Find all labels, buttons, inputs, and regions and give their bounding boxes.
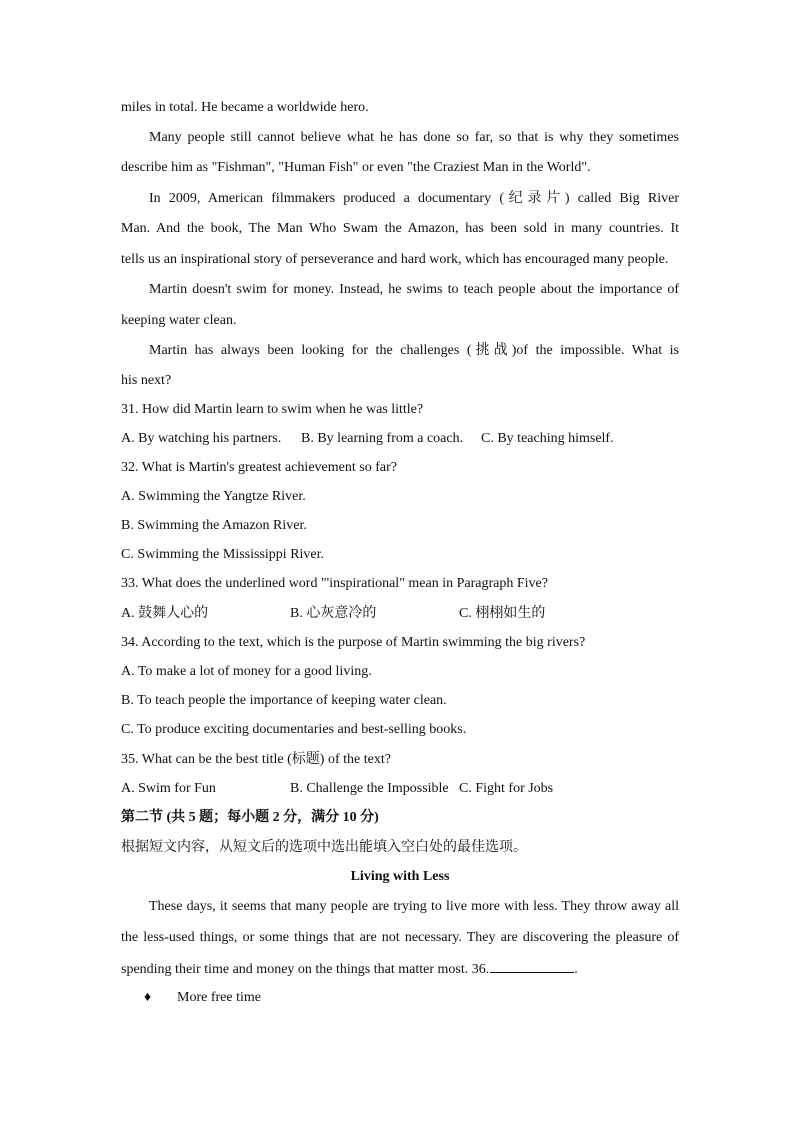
section-heading: 第二节 (共 5 题；每小题 2 分，满分 10 分) <box>121 810 379 825</box>
option-c: C. 栩栩如生的 <box>459 606 546 621</box>
option-row <box>121 604 679 624</box>
option-a: A. 鼓舞人心的 <box>121 606 209 621</box>
option-b: B. 心灰意冷的 <box>290 606 377 621</box>
passage-title: Living with Less <box>350 869 450 884</box>
option-row <box>121 779 679 799</box>
passage-line: These days, it seems that many people are trying to live more with less. They throw away all <box>149 899 679 914</box>
option-c: C. To produce exciting documentaries and best-selling books. <box>121 722 467 737</box>
question-stem: 31. How did Martin learn to swim when he was little? <box>121 402 424 417</box>
question-stem: 34. According to the text, which is the purpose of Martin swimming the big rivers? <box>121 635 586 650</box>
bullet-item <box>121 988 679 1008</box>
passage-line <box>121 958 578 980</box>
sentence-end: . <box>574 962 578 977</box>
bullet-text: More free time <box>177 990 261 1005</box>
option-b: B. By learning from a coach. <box>301 431 464 446</box>
section-instruction: 根据短文内容，从短文后的选项中选出能填入空白处的最佳选项。 <box>121 840 527 855</box>
passage-text: spending their time and money on the things that matter most. 36. <box>121 962 490 977</box>
passage-line: Many people still cannot believe what he has done so far, so that is why they sometimes <box>149 130 679 145</box>
option-b: B. To teach people the importance of keeping water clean. <box>121 693 447 708</box>
passage-line: the less-used things, or some things that are not necessary. They are discovering the pleasure of <box>121 930 679 945</box>
option-a: A. To make a lot of money for a good living. <box>121 664 372 679</box>
passage-line: Martin doesn't swim for money. Instead, he swims to teach people about the importance of <box>149 282 679 297</box>
answer-blank-36[interactable] <box>490 958 574 973</box>
question-stem: 35. What can be the best title (标题) of the text? <box>121 752 391 767</box>
option-c: C. Fight for Jobs <box>459 781 554 796</box>
question-stem: 33. What does the underlined word "'inspirational" mean in Paragraph Five? <box>121 576 548 591</box>
option-a: A. Swimming the Yangtze River. <box>121 489 306 504</box>
option-b: B. Swimming the Amazon River. <box>121 518 307 533</box>
option-a: A. By watching his partners. <box>121 431 282 446</box>
option-c: C. By teaching himself. <box>481 431 614 446</box>
passage-line: keeping water clean. <box>121 313 237 328</box>
passage-line: Martin has always been looking for the challenges (挑战)of the impossible. What is <box>149 343 679 358</box>
passage-line: miles in total. He became a worldwide hero. <box>121 100 369 115</box>
question-stem: 32. What is Martin's greatest achievement so far? <box>121 460 397 475</box>
passage-line: his next? <box>121 373 172 388</box>
passage-line: Man. And the book, The Man Who Swam the Amazon, has been sold in many countries. It <box>121 221 679 236</box>
option-a: A. Swim for Fun <box>121 781 216 796</box>
passage-line: tells us an inspirational story of perseverance and hard work, which has encouraged many people. <box>121 252 669 267</box>
option-c: C. Swimming the Mississippi River. <box>121 547 325 562</box>
passage-line: describe him as "Fishman", "Human Fish" or even "the Craziest Man in the World". <box>121 160 591 175</box>
diamond-bullet-icon: ♦ <box>144 990 152 1005</box>
option-row <box>121 429 679 449</box>
option-b: B. Challenge the Impossible <box>290 781 449 796</box>
passage-line: In 2009, American filmmakers produced a documentary (纪录片) called Big River <box>149 191 679 206</box>
